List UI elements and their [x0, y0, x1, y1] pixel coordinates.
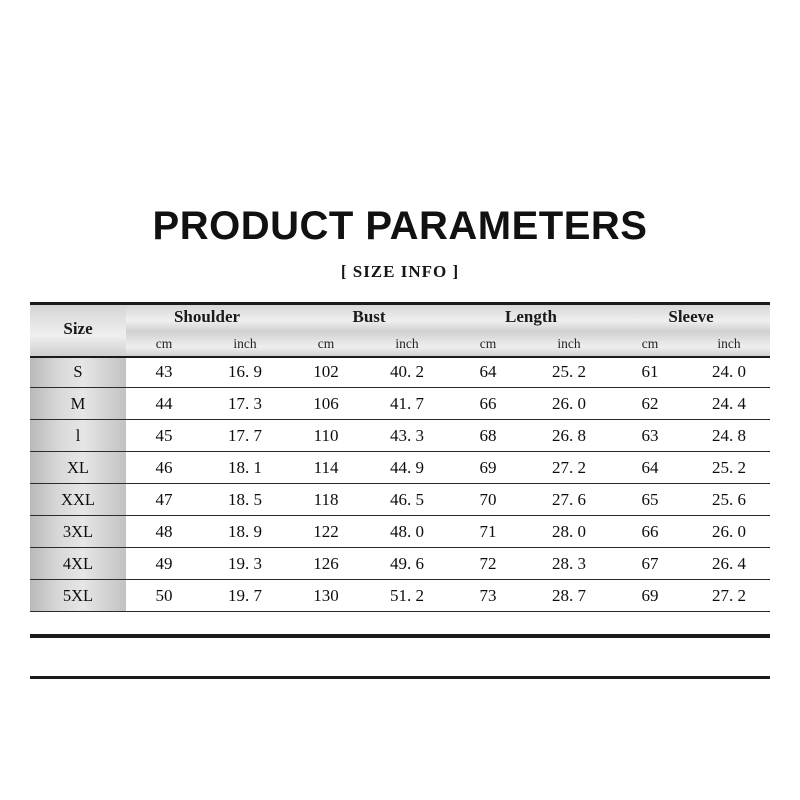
cell-shoulder-inch: 17. 7 [202, 420, 288, 452]
cell-sleeve-cm: 62 [612, 388, 688, 420]
rule-table-top [30, 302, 770, 305]
cell-length-cm: 66 [450, 388, 526, 420]
cell-bust-cm: 110 [288, 420, 364, 452]
cell-length-inch: 27. 6 [526, 484, 612, 516]
cell-length-inch: 27. 2 [526, 452, 612, 484]
cell-length-inch: 26. 8 [526, 420, 612, 452]
table-row [30, 452, 770, 484]
cell-length-cm: 71 [450, 516, 526, 548]
cell-length-inch: 28. 0 [526, 516, 612, 548]
cell-length-cm: 73 [450, 580, 526, 612]
cell-shoulder-inch: 19. 7 [202, 580, 288, 612]
cell-sleeve-inch: 24. 0 [688, 356, 770, 388]
cell-sleeve-inch: 26. 4 [688, 548, 770, 580]
header-unit-bust-cm: cm [288, 332, 364, 356]
cell-shoulder-cm: 49 [126, 548, 202, 580]
header-unit-length-inch: inch [526, 332, 612, 356]
cell-bust-cm: 118 [288, 484, 364, 516]
cell-length-inch: 28. 7 [526, 580, 612, 612]
cell-bust-cm: 126 [288, 548, 364, 580]
cell-shoulder-inch: 19. 3 [202, 548, 288, 580]
cell-length-cm: 72 [450, 548, 526, 580]
table-row [30, 484, 770, 516]
cell-length-inch: 28. 3 [526, 548, 612, 580]
table-row [30, 580, 770, 612]
size-table-container [30, 302, 770, 612]
cell-bust-cm: 106 [288, 388, 364, 420]
table-row [30, 548, 770, 580]
cell-shoulder-inch: 16. 9 [202, 356, 288, 388]
cell-bust-inch: 49. 6 [364, 548, 450, 580]
cell-bust-cm: 130 [288, 580, 364, 612]
cell-length-cm: 64 [450, 356, 526, 388]
cell-bust-inch: 41. 7 [364, 388, 450, 420]
header-group-bust: Bust [288, 302, 450, 332]
cell-length-cm: 70 [450, 484, 526, 516]
cell-sleeve-cm: 64 [612, 452, 688, 484]
table-row [30, 388, 770, 420]
cell-size: M [30, 388, 126, 420]
table-group-header-row [30, 302, 770, 332]
table-row [30, 420, 770, 452]
header-group-sleeve: Sleeve [612, 302, 770, 332]
table-row [30, 356, 770, 388]
cell-size: S [30, 356, 126, 388]
cell-shoulder-cm: 46 [126, 452, 202, 484]
cell-bust-inch: 43. 3 [364, 420, 450, 452]
cell-length-inch: 26. 0 [526, 388, 612, 420]
size-info-subtitle: [ SIZE INFO ] [340, 262, 460, 281]
header-unit-shoulder-cm: cm [126, 332, 202, 356]
header-group-shoulder: Shoulder [126, 302, 288, 332]
cell-bust-cm: 114 [288, 452, 364, 484]
page-title: PRODUCT PARAMETERS [152, 204, 648, 248]
header-unit-sleeve-cm: cm [612, 332, 688, 356]
cell-sleeve-inch: 24. 8 [688, 420, 770, 452]
cell-size: 5XL [30, 580, 126, 612]
cell-size: XXL [30, 484, 126, 516]
cell-sleeve-cm: 67 [612, 548, 688, 580]
cell-bust-cm: 102 [288, 356, 364, 388]
cell-sleeve-cm: 61 [612, 356, 688, 388]
rule-under-header [30, 356, 770, 358]
cell-sleeve-cm: 63 [612, 420, 688, 452]
cell-shoulder-inch: 17. 3 [202, 388, 288, 420]
cell-bust-cm: 122 [288, 516, 364, 548]
cell-bust-inch: 40. 2 [364, 356, 450, 388]
cell-size: XL [30, 452, 126, 484]
header-group-length: Length [450, 302, 612, 332]
cell-shoulder-cm: 44 [126, 388, 202, 420]
cell-shoulder-inch: 18. 5 [202, 484, 288, 516]
cell-sleeve-inch: 25. 6 [688, 484, 770, 516]
cell-sleeve-cm: 66 [612, 516, 688, 548]
cell-bust-inch: 46. 5 [364, 484, 450, 516]
cell-size: 4XL [30, 548, 126, 580]
header-unit-bust-inch: inch [364, 332, 450, 356]
rule-footer [30, 676, 770, 679]
cell-shoulder-cm: 43 [126, 356, 202, 388]
cell-shoulder-cm: 50 [126, 580, 202, 612]
cell-length-inch: 25. 2 [526, 356, 612, 388]
cell-bust-inch: 51. 2 [364, 580, 450, 612]
cell-sleeve-inch: 26. 0 [688, 516, 770, 548]
cell-sleeve-cm: 65 [612, 484, 688, 516]
table-unit-header-row [30, 332, 770, 356]
header-unit-length-cm: cm [450, 332, 526, 356]
cell-length-cm: 68 [450, 420, 526, 452]
cell-sleeve-inch: 27. 2 [688, 580, 770, 612]
cell-sleeve-cm: 69 [612, 580, 688, 612]
header-unit-shoulder-inch: inch [202, 332, 288, 356]
cell-size: l [30, 420, 126, 452]
size-table [30, 302, 770, 612]
cell-size: 3XL [30, 516, 126, 548]
cell-shoulder-cm: 45 [126, 420, 202, 452]
cell-sleeve-inch: 24. 4 [688, 388, 770, 420]
header-unit-sleeve-inch: inch [688, 332, 770, 356]
cell-shoulder-cm: 47 [126, 484, 202, 516]
cell-shoulder-cm: 48 [126, 516, 202, 548]
table-row [30, 516, 770, 548]
cell-sleeve-inch: 25. 2 [688, 452, 770, 484]
cell-bust-inch: 48. 0 [364, 516, 450, 548]
header-size: Size [30, 302, 126, 356]
cell-shoulder-inch: 18. 9 [202, 516, 288, 548]
cell-length-cm: 69 [450, 452, 526, 484]
rule-table-bottom [30, 634, 770, 638]
cell-bust-inch: 44. 9 [364, 452, 450, 484]
cell-shoulder-inch: 18. 1 [202, 452, 288, 484]
